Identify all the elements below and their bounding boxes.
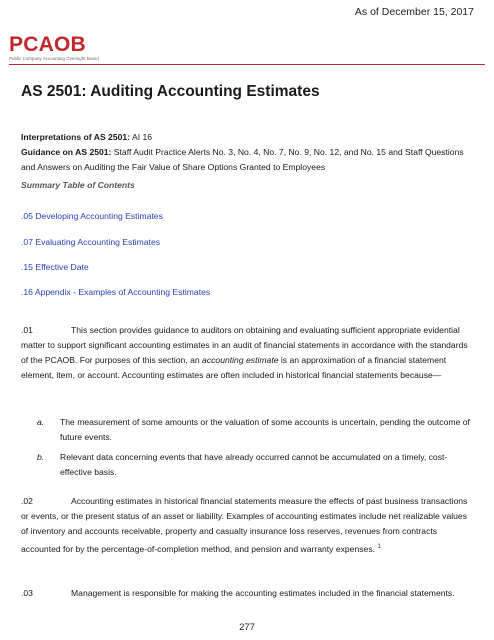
toc-link-effective-date[interactable]: .15 Effective Date <box>21 262 89 272</box>
guidance-text: Staff Audit Practice Alerts No. 3, No. 4, No. 7, No. 9, No. 12, and No. 15 and Staff Questions and Answers on Auditing the Fair Value of Share Options Granted to Employees <box>21 147 464 172</box>
logo-tagline: Public Company Accounting Oversight Board <box>9 56 99 61</box>
page-number: 277 <box>239 622 255 633</box>
list-text: The measurement of some amounts or the valuation of some accounts is uncertain, pending the outcome of future events. <box>60 417 470 442</box>
list-item-b <box>37 450 473 480</box>
paragraph-number: .03 <box>21 588 33 598</box>
paragraph-01 <box>21 323 473 383</box>
paragraph-text: Accounting estimates in historical financial statements measure the effects of past business transactions or events, or the present status of an asset or liability. Examples of accounting estimates include net realizable values of inventory and accounts receivable, property and casualty insurance loss reserves, revenues from contracts accounted for by the percentage-of-completion method, and pension and warranty expenses. <box>21 496 468 554</box>
list-text: Relevant data concerning events that have already occurred cannot be accumulated on a timely, cost-effective basis. <box>60 452 448 477</box>
paragraph-text: is an approximation of a financial statement element, item, or account. Accounting estimates are often included in historical financial statements because— <box>21 355 447 380</box>
list-letter: a. <box>37 417 45 427</box>
guidance-line <box>21 145 473 175</box>
paragraph-text: This section provides guidance to auditors on obtaining and evaluating sufficient appropriate evidential matter to support significant accounting estimates in an audit of financial statements in accordance with the standards of the PCAOB. For purposes of this section, an <box>21 325 468 365</box>
interpretations-line <box>21 130 473 145</box>
toc-link-evaluating[interactable]: .07 Evaluating Accounting Estimates <box>21 237 161 247</box>
list-item-a <box>37 415 473 445</box>
as-of-date: As of December 15, 2017 <box>354 6 474 18</box>
paragraph-02 <box>21 494 473 557</box>
header-divider <box>9 64 485 65</box>
guidance-label: Guidance on AS 2501: <box>21 147 112 157</box>
paragraph-text: Management is responsible for making the accounting estimates included in the financial statements. <box>71 588 455 598</box>
defined-term: accounting estimate <box>202 355 279 365</box>
paragraph-number: .01 <box>21 325 33 335</box>
toc-link-developing[interactable]: .05 Developing Accounting Estimates <box>21 211 163 221</box>
interpretations-label: Interpretations of AS 2501: <box>21 132 131 142</box>
list-letter: b. <box>37 452 45 462</box>
interpretations-text: AI 16 <box>130 132 153 142</box>
footnote-link[interactable]: 1 <box>377 543 382 550</box>
pcaob-logo <box>9 34 99 61</box>
toc-link-appendix[interactable]: .16 Appendix - Examples of Accounting Estimates <box>21 287 211 297</box>
paragraph-number: .02 <box>21 496 33 506</box>
toc-heading: Summary Table of Contents <box>21 180 135 190</box>
page-title: AS 2501: Auditing Accounting Estimates <box>21 83 320 100</box>
paragraph-03 <box>21 586 473 601</box>
logo-wordmark: PCAOB <box>9 33 86 56</box>
